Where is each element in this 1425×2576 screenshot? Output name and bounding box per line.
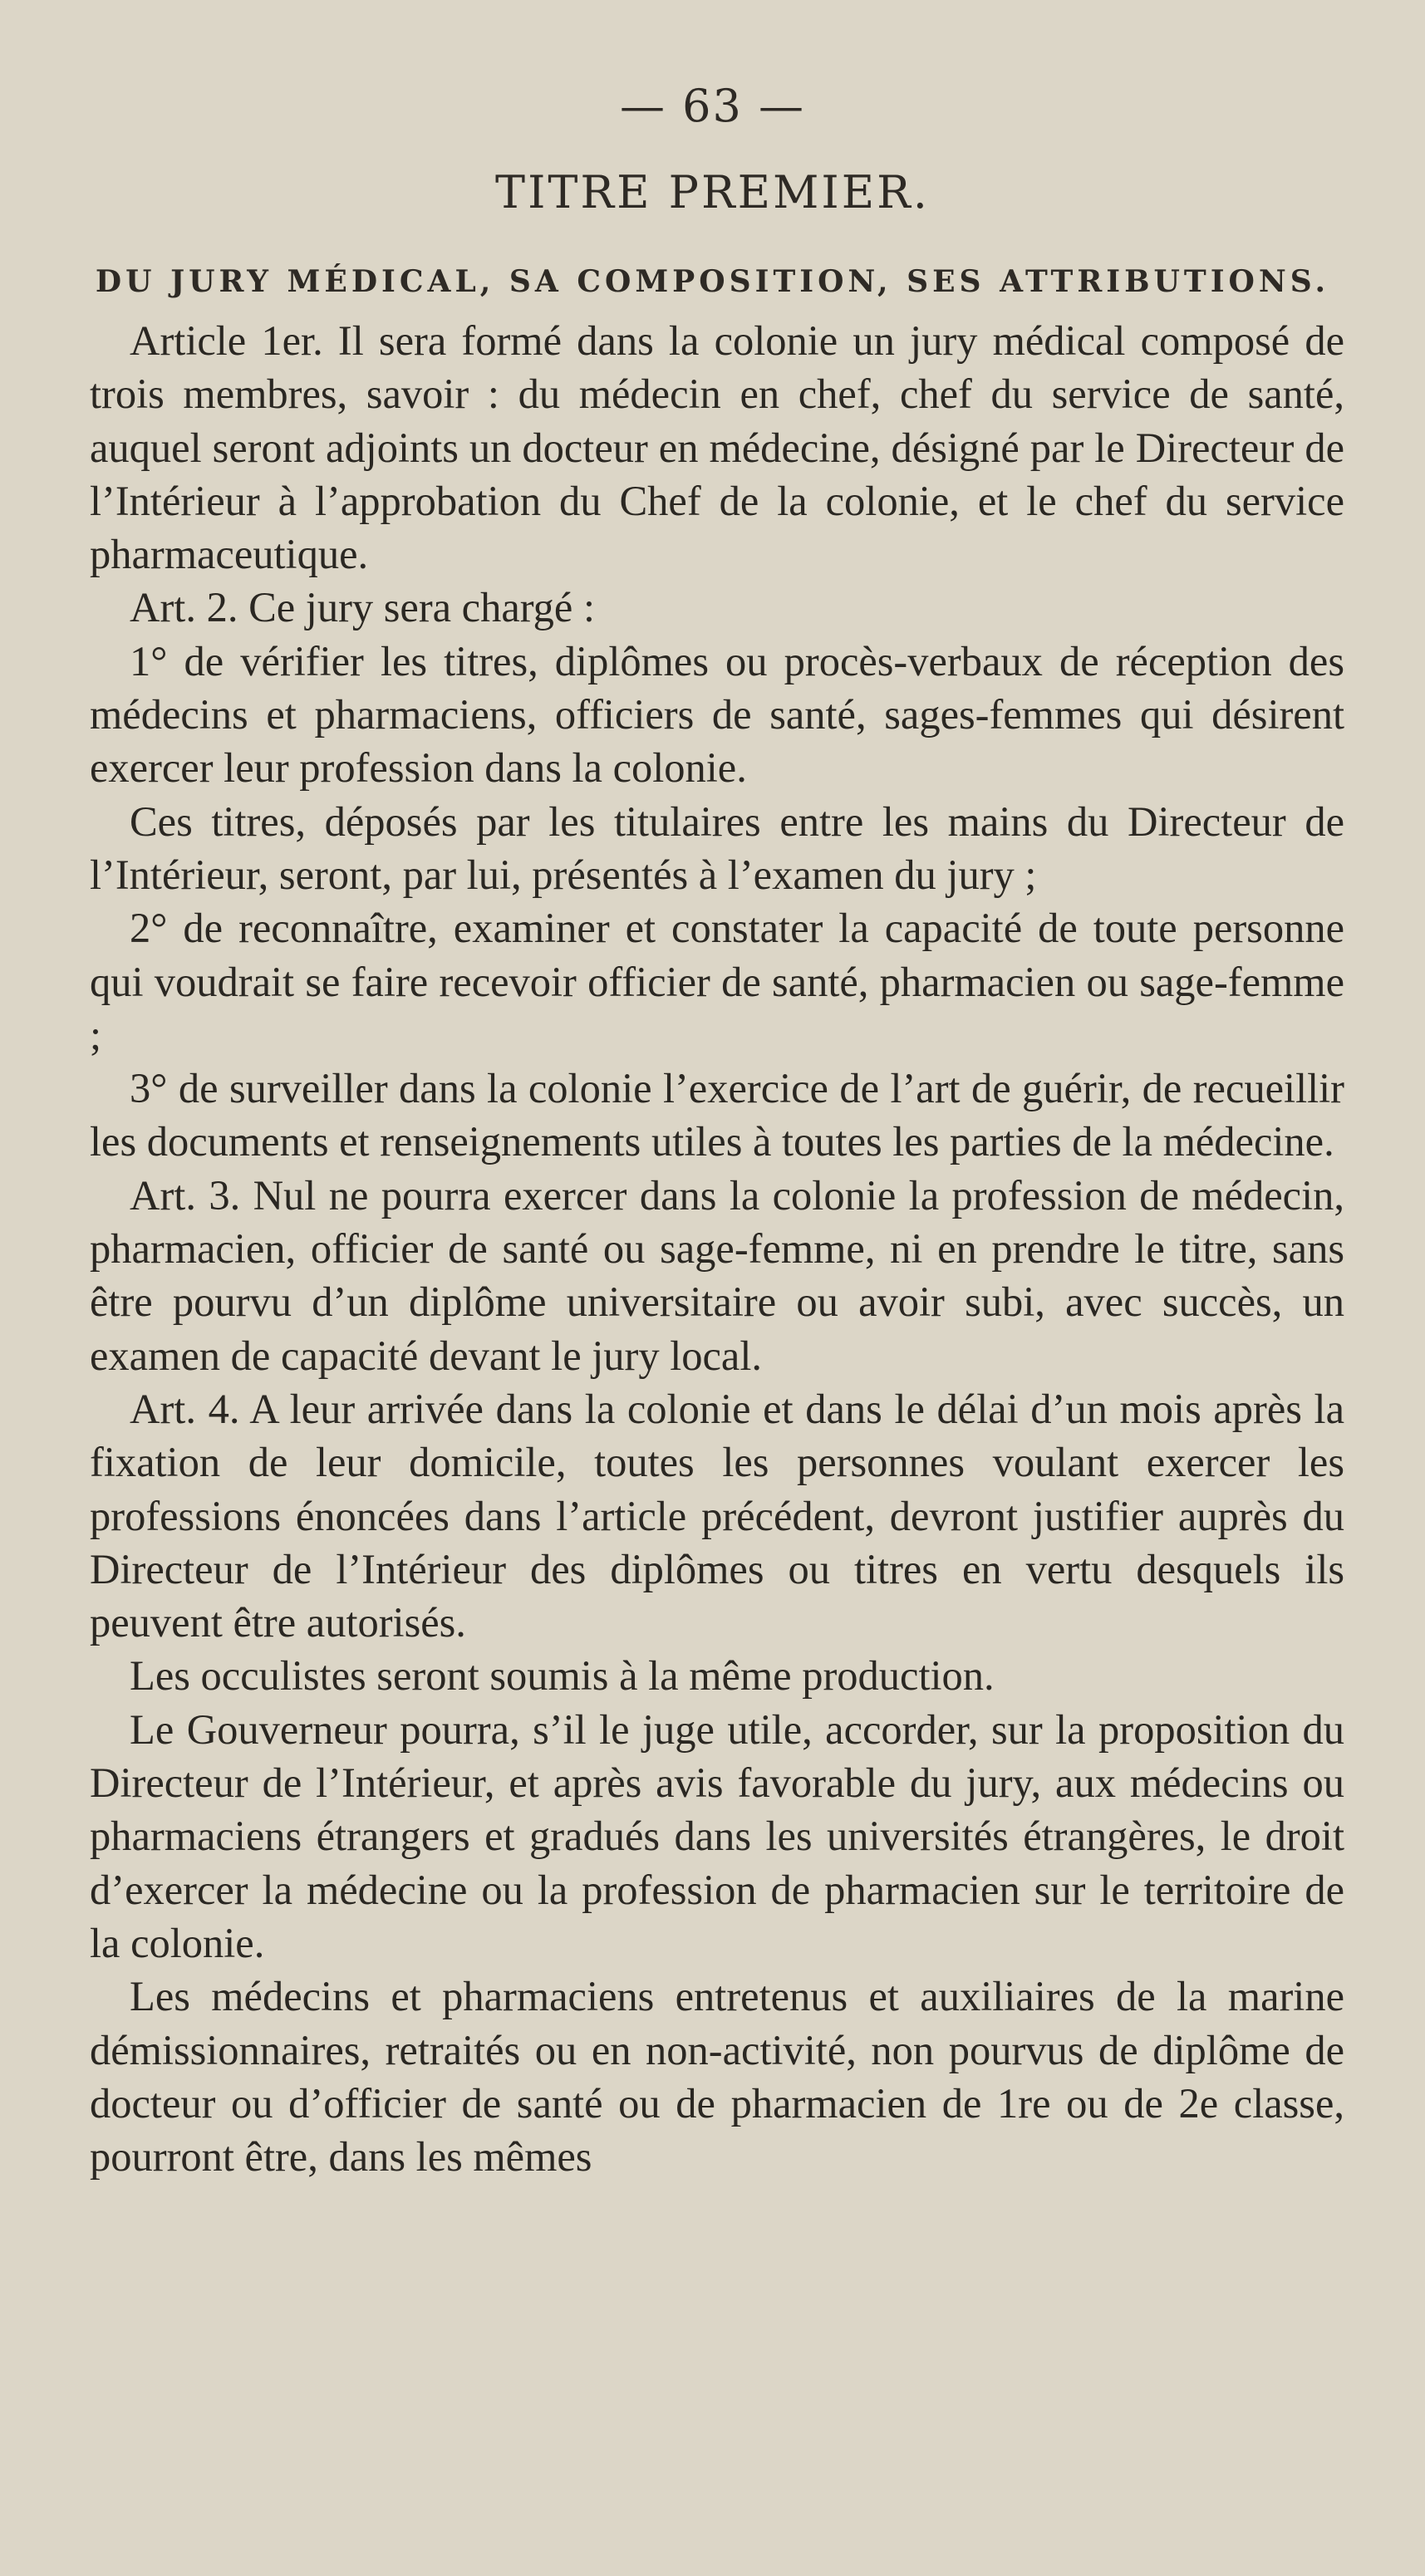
paragraph-item-2: 2° de reconnaître, examiner et constater la capacité de toute personne qui voudrait se faire recevoir officier de santé, pharmacien ou sage-femme ; xyxy=(90,905,1344,1058)
section-heading: DU JURY MÉDICAL, SA COMPOSITION, SES ATTRIBUTIONS. xyxy=(95,264,1330,299)
paragraph-article-3: Art. 3. Nul ne pourra exercer dans la colonie la profession de médecin, pharmacien, officier de santé ou sage-femme, ni en prendre le titre, sans être pourvu d’un diplôme universitaire ou avoir subi, avec succès, un examen de capacité devant le jury local. xyxy=(90,1171,1344,1379)
paragraph-article-1: Article 1er. Il sera formé dans la colonie un jury médical composé de trois membres, savoir : du médecin en chef, chef du service de santé, auquel seront adjoints un docteur en médecine, désigné par le Directeur de l’Intérieur à l’approbation du Chef de la colonie, et le chef du service pharmaceutique. xyxy=(90,317,1344,578)
paragraph-occulists: Les occulistes seront soumis à la même production. xyxy=(130,1652,995,1700)
paragraph-item-1: 1° de vérifier les titres, diplômes ou procès-verbaux de réception des médecins et pharmaciens, officiers de santé, sages-femmes qui désirent exercer leur profession dans la colonie. xyxy=(90,637,1344,792)
page-number: — 63 — xyxy=(619,80,806,132)
paragraph-item-3: 3° de surveiller dans la colonie l’exercice de l’art de guérir, de recueillir les documents et renseignements utiles à toutes les parties de la médecine. xyxy=(90,1065,1344,1165)
body-text xyxy=(90,314,1344,2183)
paragraph-article-2: Art. 2. Ce jury sera chargé : xyxy=(130,584,595,631)
paragraph-titles-deposit: Ces titres, déposés par les titulaires entre les mains du Directeur de l’Intérieur, seront, par lui, présentés à l’examen du jury ; xyxy=(90,797,1344,898)
paragraph-governor: Le Gouverneur pourra, s’il le juge utile, accorder, sur la proposition du Directeur de l’Intérieur, et après avis favorable du jury, aux médecins ou pharmaciens étrangers et gradués dans les universités étrangères, le droit d’exercer la médecine ou la profession de pharmacien sur le territoire de la colonie. xyxy=(90,1705,1344,1966)
page-title: TITRE PREMIER. xyxy=(495,166,930,218)
paragraph-article-4: Art. 4. A leur arrivée dans la colonie et dans le délai d’un mois après la fixation de leur domicile, toutes les personnes voulant exercer les professions énoncées dans l’article précédent, devront justifier auprès du Directeur de l’Intérieur des diplômes ou titres en vertu desquels ils peuvent être autorisés. xyxy=(90,1385,1344,1646)
paragraph-navy-physicians: Les médecins et pharmaciens entretenus et auxiliaires de la marine démissionnaires, retraités ou en non-activité, non pourvus de diplôme de docteur ou d’officier de santé ou de pharmacien de 1re ou de 2e classe, pourront être, dans les mêmes xyxy=(90,1973,1344,2181)
